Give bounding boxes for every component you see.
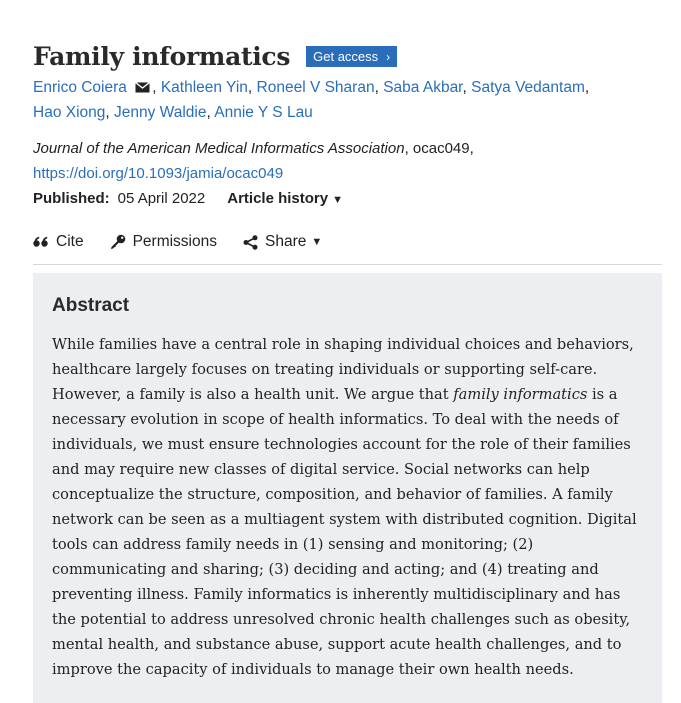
doi <box>33 161 283 186</box>
abstract-heading: Abstract <box>52 295 130 316</box>
author-link[interactable]: Hao Xiong <box>33 104 106 121</box>
divider <box>33 264 662 265</box>
page-title: Family informatics <box>33 42 291 71</box>
get-access-button[interactable] <box>306 46 397 67</box>
share-dropdown[interactable] <box>243 233 322 251</box>
get-access-label: Get access <box>313 49 379 64</box>
author-link[interactable]: Satya Vedantam <box>471 79 585 96</box>
author-link[interactable]: Jenny Waldie <box>114 104 207 121</box>
article-history-label: Article history <box>227 190 329 207</box>
published-label: Published: <box>33 190 110 207</box>
title-row <box>33 42 397 71</box>
cite-label: Cite <box>56 233 84 250</box>
caret-down-icon: ▼ <box>332 194 344 206</box>
chevron-right-icon: › <box>386 49 391 64</box>
author-link[interactable]: Saba Akbar <box>383 79 463 96</box>
doi-link[interactable]: https://doi.org/10.1093/jamia/ocac049 <box>33 165 284 182</box>
journal-name: Journal of the American Medical Informatics Association <box>33 140 405 157</box>
journal-citation <box>33 136 474 161</box>
share-icon <box>243 235 258 250</box>
author-link[interactable]: Roneel V Sharan <box>256 79 375 96</box>
author-list: Enrico Coiera , Kathleen Yin, Roneel V Sharan, Saba Akbar, Satya Vedantam, Hao Xiong, Jenny Waldie, Annie Y S Lau <box>33 79 590 121</box>
caret-down-icon: ▼ <box>311 236 323 248</box>
permissions-button[interactable] <box>110 233 217 251</box>
envelope-icon[interactable] <box>135 82 150 93</box>
abstract-text: While families have a central role in shaping individual choices and behaviors, healthcare largely focuses on treating individuals or supporting self-care. However, a family is also a health unit. We argue that family informatics is a necessary evolution in scope of health informatics. To deal with the needs of individuals, we must ensure technologies account for the role of their families and may require new classes of digital service. Social networks can help conceptualize the structure, composition, and behavior of families. A family network can be seen as a multiagent system with distributed cognition. Digital tools can address family needs in (1) sensing and monitoring; (2) communicating and sharing; (3) deciding and acting; and (4) treating and preventing illness. Family informatics is inherently multidisciplinary and has the potential to address unresolved chronic health challenges such as obesity, mental health, and substance abuse, support acute health challenges, and to improve the capacity of individuals to manage their own health needs. <box>52 336 637 678</box>
permissions-label: Permissions <box>132 233 217 250</box>
key-icon <box>110 234 126 250</box>
publication-info <box>33 186 343 213</box>
published-date: 05 April 2022 <box>117 190 206 207</box>
quote-icon <box>33 236 49 248</box>
article-history-dropdown[interactable] <box>227 186 343 213</box>
article-id: , ocac049, <box>404 140 474 157</box>
article-toolbar <box>33 233 348 251</box>
author-link[interactable]: Kathleen Yin <box>160 79 248 96</box>
cite-button[interactable] <box>33 233 84 251</box>
abstract-emphasis: family informatics <box>453 386 588 403</box>
author-link[interactable]: Annie Y S Lau <box>214 104 313 121</box>
abstract-section <box>33 273 662 703</box>
share-label: Share <box>265 233 307 250</box>
author-link[interactable]: Enrico Coiera <box>33 79 127 96</box>
